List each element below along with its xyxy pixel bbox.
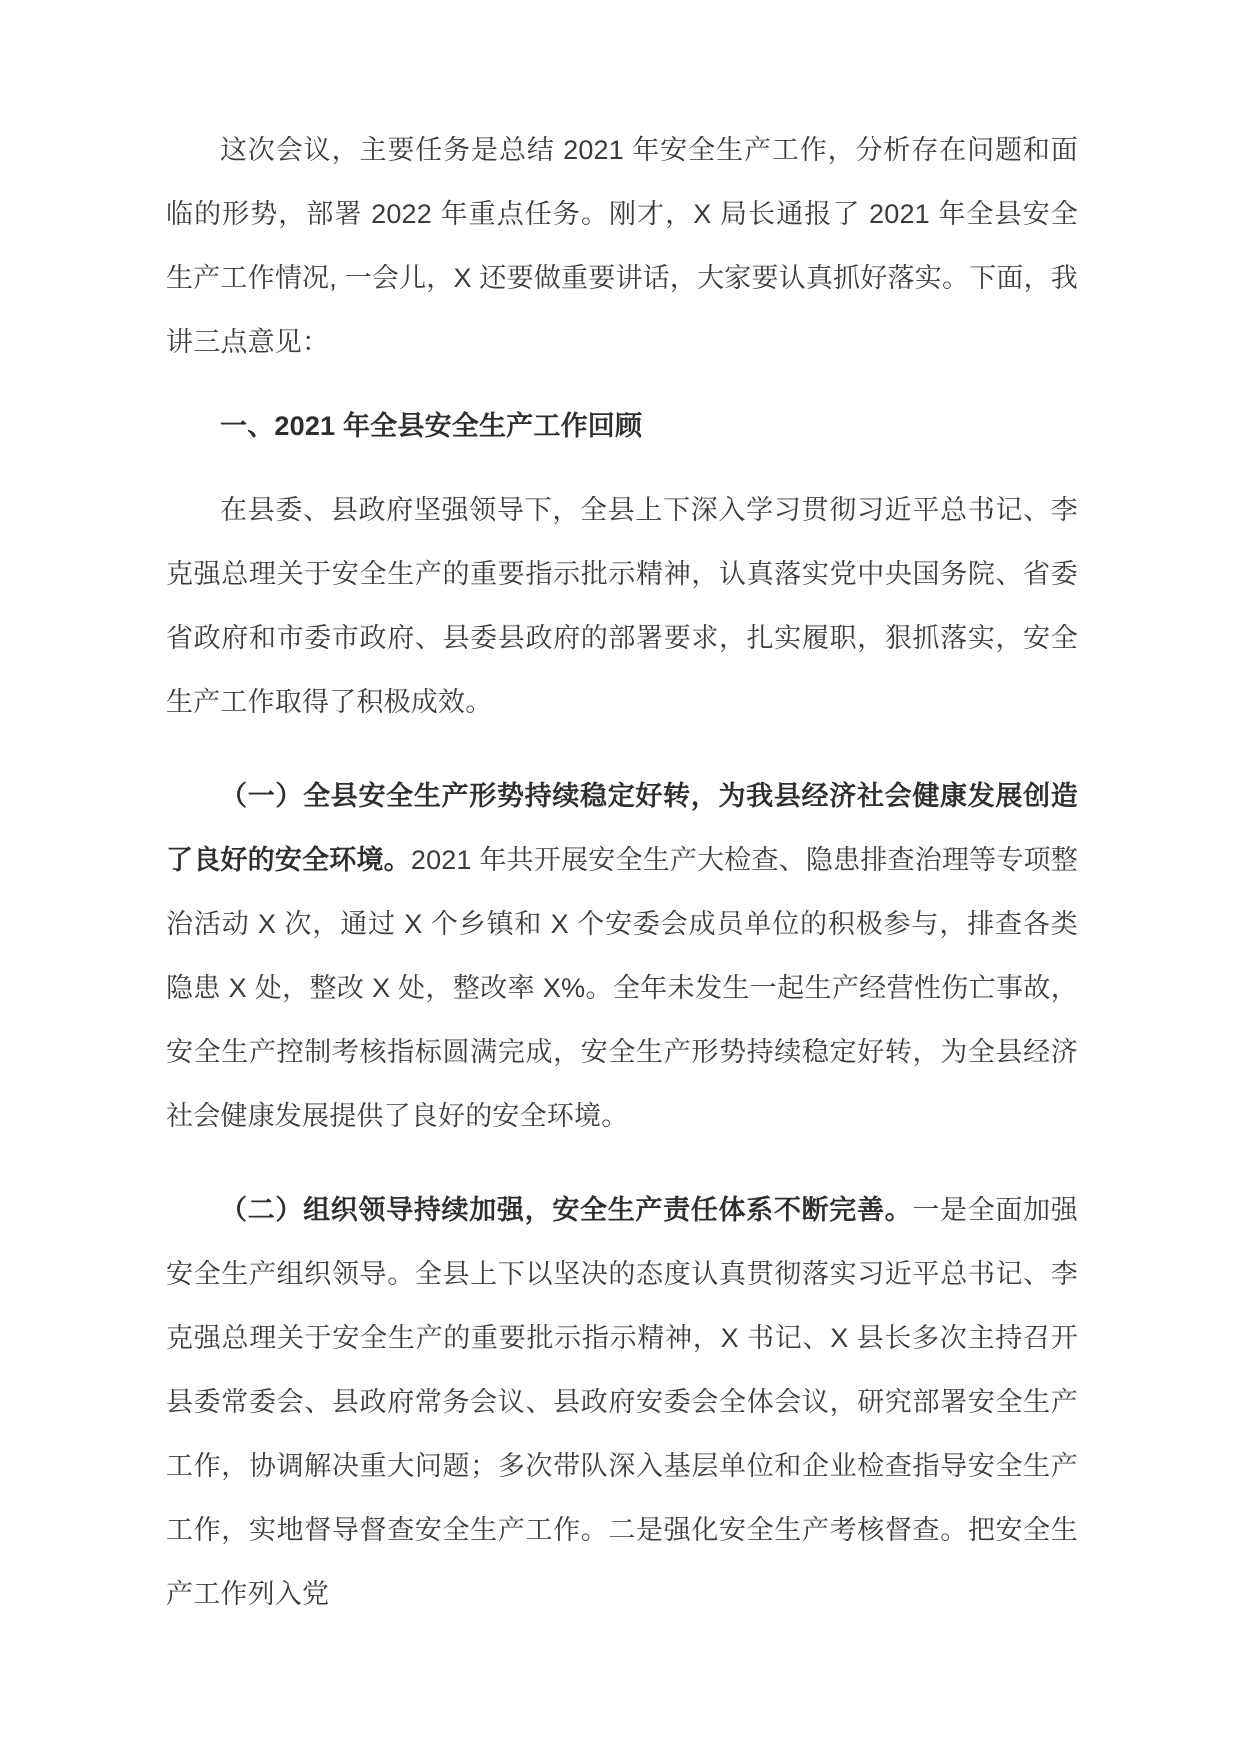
subsection-one-lead: （一）全县安全生产形势持续稳定好转，为我县经济社会健康发展创造了良好的安全环境。	[166, 781, 1078, 875]
paragraph-review: 在县委、县政府坚强领导下，全县上下深入学习贯彻习近平总书记、李克强总理关于安全生产的重要指示批示精神，认真落实党中央国务院、省委省政府和市委市政府、县委县政府的部署要求，扎实履职，狠抓落实，安全生产工作取得了积极成效。	[166, 495, 1078, 717]
document-body	[166, 118, 1078, 1626]
paragraph-subsection-one	[166, 764, 1078, 1148]
subsection-two-lead: （二）组织领导持续加强，安全生产责任体系不断完善。	[220, 1195, 913, 1225]
subsection-one-text: 2021 年共开展安全生产大检查、隐患排查治理等专项整治活动 X 次，通过 X 个乡镇和 X 个安委会成员单位的积极参与，排查各类隐患 X 处，整改 X 处，整改率 X%。全年未发生一起生产经营性伤亡事故，安全生产控制考核指标圆满完成，安全生产形势持续稳定好转，为全县经济社会健康发展提供了良好的安全环境。	[166, 845, 1078, 1131]
paragraph-spacer	[166, 734, 1078, 764]
heading-section-one: 一、2021 年全县安全生产工作回顾	[220, 411, 643, 441]
paragraph-subsection-two	[166, 1178, 1078, 1626]
paragraph-spacer	[166, 1148, 1078, 1178]
subsection-two-text: 一是全面加强安全生产组织领导。全县上下以坚决的态度认真贯彻落实习近平总书记、李克强总理关于安全生产的重要批示指示精神，X 书记、X 县长多次主持召开县委常委会、县政府常务会议、县政府安委会全体会议，研究部署安全生产工作，协调解决重大问题；多次带队深入基层单位和企业检查指导安全生产工作，实地督导督查安全生产工作。二是强化安全生产考核督查。把安全生产工作列入党	[166, 1195, 1079, 1609]
paragraph-spacer	[166, 458, 1078, 478]
paragraph-intro: 这次会议，主要任务是总结 2021 年安全生产工作，分析存在问题和面临的形势，部署 2022 年重点任务。刚才，X 局长通报了 2021 年全县安全生产工作情况, 一会儿，X 还要做重要讲话，大家要认真抓好落实。下面，我讲三点意见：	[166, 135, 1078, 357]
paragraph-spacer	[166, 374, 1078, 394]
